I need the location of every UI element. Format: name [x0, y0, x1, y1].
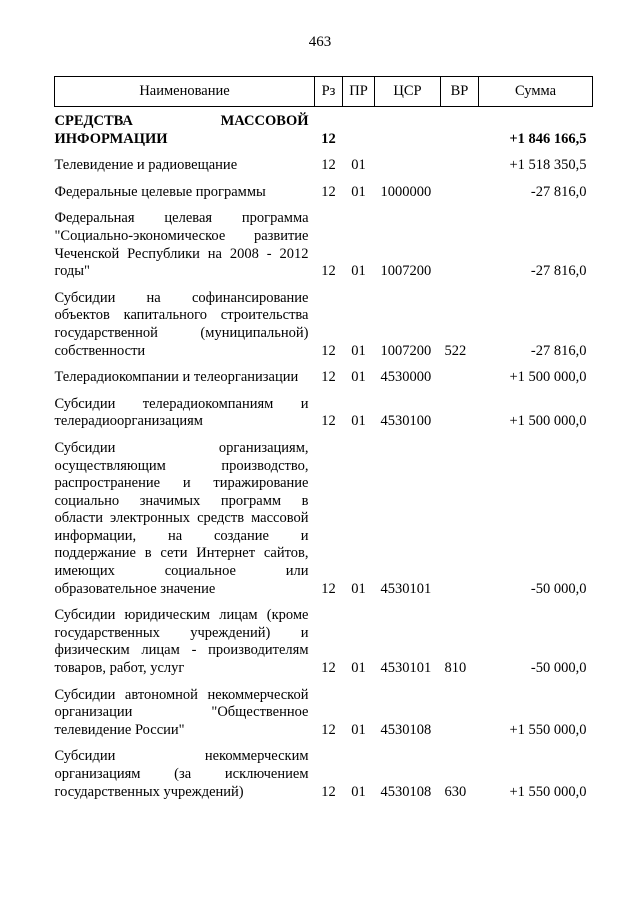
- row-csr: 1007200: [380, 263, 432, 280]
- row-csr: 4530101: [380, 660, 432, 677]
- budget-table: [54, 76, 593, 810]
- table-row: [55, 607, 593, 686]
- header-amount: Сумма: [479, 77, 593, 107]
- header-vr: ВР: [441, 77, 479, 107]
- row-csr: 4530101: [380, 580, 432, 597]
- row-vr: [441, 184, 479, 211]
- row-name: Субсидии организациям, осуществляющим производство, распространение и тиражирование социально значимых программ в области электронных средств массовой информации, на создание и поддержание в сети Интернет сайтов, имеющих социальное или образовательное значение: [54, 439, 309, 597]
- row-vr: [441, 369, 479, 396]
- page-number: 463: [308, 34, 332, 50]
- row-amount: -50 000,0: [530, 580, 587, 597]
- row-vr: [441, 107, 479, 158]
- row-amount: +1 846 166,5: [509, 130, 587, 147]
- row-vr: 522: [444, 342, 467, 359]
- header-name: Наименование: [55, 77, 315, 107]
- row-pr: 01: [351, 342, 366, 359]
- row-rz: 12: [321, 157, 336, 174]
- header-csr: ЦСР: [375, 77, 441, 107]
- row-pr: 01: [351, 721, 366, 738]
- row-amount: -27 816,0: [530, 263, 587, 280]
- row-vr: [441, 210, 479, 289]
- row-csr: 4530108: [380, 721, 432, 738]
- row-name: Субсидии юридическим лицам (кроме государственных учреждений) и физическим лицам - производителям товаров, работ, услуг: [54, 607, 309, 677]
- row-rz: 12: [321, 183, 336, 200]
- table-row: [55, 369, 593, 396]
- row-rz: 12: [321, 342, 336, 359]
- row-pr: 01: [351, 263, 366, 280]
- row-pr: 01: [351, 369, 366, 386]
- row-rz: 12: [321, 580, 336, 597]
- table-row: [55, 210, 593, 289]
- row-rz: 12: [321, 721, 336, 738]
- row-amount: +1 550 000,0: [509, 721, 587, 738]
- table-row: [55, 107, 593, 158]
- row-csr: 4530100: [380, 413, 432, 430]
- row-pr: 01: [351, 660, 366, 677]
- row-csr: 4530000: [380, 369, 432, 386]
- row-rz: 12: [321, 660, 336, 677]
- row-vr: [441, 396, 479, 440]
- row-vr: 630: [444, 783, 467, 800]
- row-csr: [375, 157, 441, 184]
- row-pr: 01: [351, 783, 366, 800]
- row-name: Субсидии автономной некоммерческой организации "Общественное телевидение России": [54, 686, 309, 738]
- row-pr: [343, 107, 375, 158]
- row-pr: 01: [351, 157, 366, 174]
- row-csr: 1000000: [380, 183, 432, 200]
- table-row: [55, 396, 593, 440]
- row-rz: 12: [321, 783, 336, 800]
- header-pr: ПР: [343, 77, 375, 107]
- row-vr: [441, 157, 479, 184]
- row-csr: 4530108: [380, 783, 432, 800]
- row-name: Субсидии телерадиокомпаниям и телерадиоорганизациям: [54, 395, 309, 430]
- row-vr: [441, 687, 479, 749]
- row-amount: +1 500 000,0: [509, 413, 587, 430]
- row-pr: 01: [351, 413, 366, 430]
- row-rz: 12: [321, 263, 336, 280]
- row-name: СРЕДСТВА МАССОВОЙ ИНФОРМАЦИИ: [54, 113, 309, 147]
- row-csr: 1007200: [380, 342, 432, 359]
- row-pr: 01: [351, 183, 366, 200]
- row-amount: -27 816,0: [530, 183, 587, 200]
- table-row: [55, 748, 593, 810]
- table-header-row: [55, 77, 593, 107]
- row-amount: -50 000,0: [530, 660, 587, 677]
- row-rz: 12: [321, 413, 336, 430]
- table-row: [55, 687, 593, 749]
- row-name: Федеральные целевые программы: [54, 183, 266, 200]
- row-vr: [441, 440, 479, 607]
- row-name: Субсидии некоммерческим организациям (за исключением государственных учреждений): [54, 748, 309, 800]
- row-csr: [375, 107, 441, 158]
- table-row: [55, 440, 593, 607]
- table-row: [55, 290, 593, 369]
- row-amount: +1 518 350,5: [509, 157, 587, 174]
- row-name: Субсидии на софинансирование объектов капитального строительства государственной (муниципальной) собственности: [54, 289, 309, 359]
- row-vr: 810: [444, 660, 467, 677]
- row-name: Телерадиокомпании и телеорганизации: [54, 369, 299, 386]
- table-row: [55, 184, 593, 211]
- row-amount: +1 500 000,0: [509, 369, 587, 386]
- table-row: [55, 157, 593, 184]
- header-rz: Рз: [315, 77, 343, 107]
- row-name: Телевидение и радиовещание: [54, 157, 238, 174]
- row-amount: -27 816,0: [530, 342, 587, 359]
- row-rz: 12: [321, 130, 336, 147]
- row-amount: +1 550 000,0: [509, 783, 587, 800]
- row-rz: 12: [321, 369, 336, 386]
- row-name: Федеральная целевая программа "Социально-экономическое развитие Чеченской Республики на 2008 - 2012 годы": [54, 210, 309, 280]
- table-body: [55, 107, 593, 811]
- row-pr: 01: [351, 580, 366, 597]
